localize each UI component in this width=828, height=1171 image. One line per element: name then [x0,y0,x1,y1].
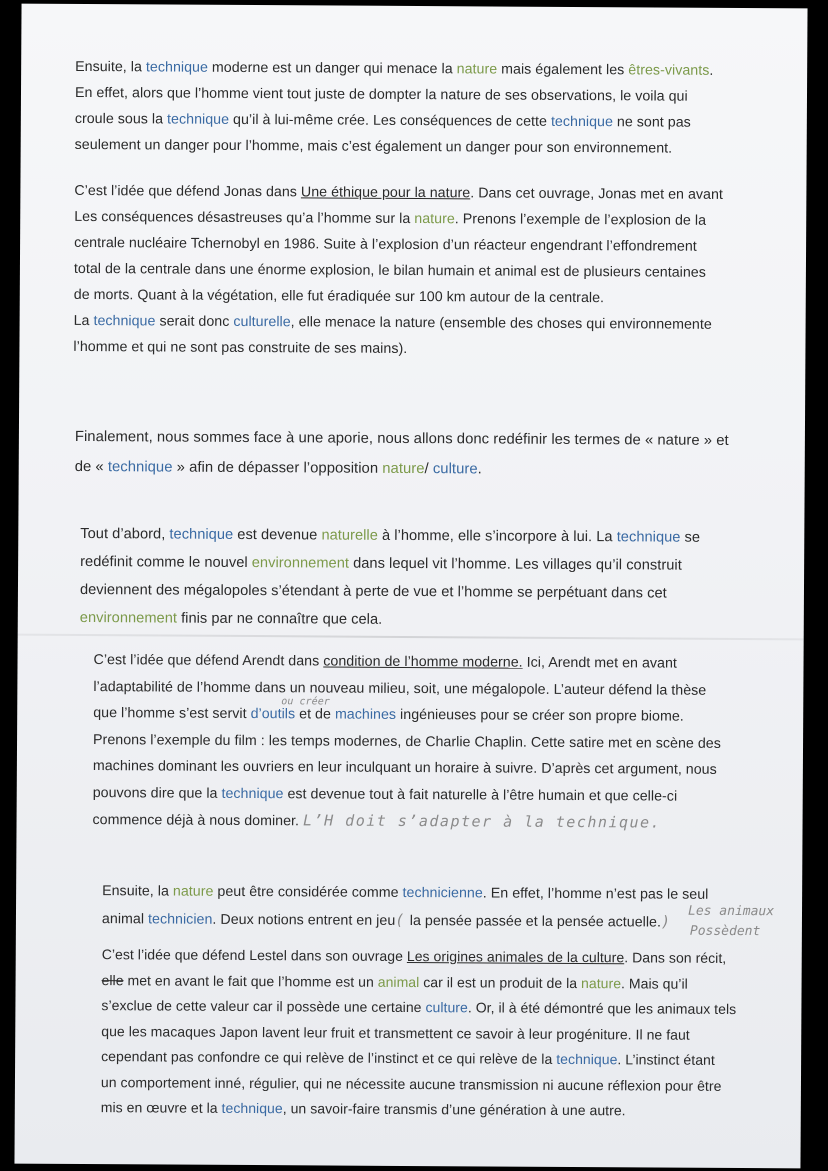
text-line: centrale nucléaire Tchernobyl en 1986. Suite à l’explosion d’un réacteur engendrant l’effondrement [74,234,697,255]
struck-word: elle [101,971,124,988]
text-line: l’adaptabilité de l’homme dans un nouveau milieu, soit, une mégalopole. L’auteur défend la thèse [93,678,707,699]
text-line: commence déjà à nous dominer. L’H doit s’adapter à la technique. [92,811,662,832]
book-title: Une éthique pour la nature [300,184,471,202]
text-line: Tout d’abord, technique est devenue naturelle à l’homme, elle s’incorpore à lui. La technique se [80,525,701,546]
text-line: Ensuite, la technique moderne est un danger qui menace la nature mais également les êtres-vivants. [75,58,714,79]
text-line: C’est l’idée que défend Arendt dans condition de l’homme moderne. Ici, Arendt met en avant [93,652,677,672]
text-line: machines dominant les ouvriers en leur inculquant un horaire à suivre. D’après cet argument, nous [92,758,717,778]
text-line: total de la centrale dans une énorme explosion, le bilan humain et animal est de plusieurs centaines [73,260,706,281]
text-line: environnement finis par ne connaître que cela. [79,609,383,628]
paragraph-4 [80,520,700,636]
handwritten-note: L’H doit s’adapter à la technique. [303,811,662,832]
text-line: mis en œuvre et la technique, un savoir-faire transmis d’une génération à une autre. [100,1099,626,1119]
text-line: un comportement inné, régulier, qui ne nécessite aucune transmission ni aucune réflexion pour être [100,1073,722,1094]
text-line: s’exclue de cette valeur car il possède une certaine culture. Or, il à été démontré que les animaux tels [101,997,737,1017]
book-title: Les origines animales de la culture [406,947,625,966]
paragraph-7 [101,942,737,1124]
text-line: que les macaques Japon lavent leur fruit et transmettent ce savoir à leur progéniture. Il ne faut [101,1022,690,1043]
text-line: Ensuite, la nature peut être considérée comme technicienne. En effet, l’homme n’est pas le seul [102,883,709,903]
text-line: redéfinit comme le nouvel environnement dans lequel vit l’homme. Les villages qu’il construit [80,553,682,574]
text-line: C’est l’idée que défend Lestel dans son ouvrage Les origines animales de la culture. Dans son récit, [101,946,727,966]
paragraph-6 [102,878,709,937]
handwritten-insert: ou créer [281,696,330,708]
handwritten-margin-note: Les animaux Possèdent [687,903,775,940]
paragraph-1 [75,54,714,162]
text-line: elle met en avant le fait que l’homme est un animal car il est un produit de la nature. Mais qu’il [101,971,688,992]
book-title: condition de l’homme moderne. [323,653,523,671]
text-line: seulement un danger pour l’homme, mais c’est également un danger pour son environnement. [74,136,673,157]
text-line: Les conséquences désastreuses qu’a l’homme sur la nature. Prenons l’exemple de l’explosion de la [74,208,707,229]
text-line: deviennent des mégalopoles s’étendant à perte de vue et l’homme se perpétuant dans cet [79,581,667,602]
text-line: Finalement, nous sommes face à une aporie, nous allons donc redéfinir les termes de « nature » et [74,428,729,449]
text-line: de « technique » afin de dépasser l’opposition nature/ culture. [74,458,482,478]
text-line: La technique serait donc culturelle, elle menace la nature (ensemble des choses qui environnemente [73,312,712,333]
text-line: Prenons l’exemple du film : les temps modernes, de Charlie Chaplin. Cette satire met en scène des [93,731,721,752]
text-line: pouvons dire que la technique est devenue tout à fait naturelle à l’être humain et que celle-ci [92,784,678,805]
paragraph-5 [92,647,721,837]
text-line: croule sous la technique qu’il à lui-même crée. Les conséquences de cette technique ne sont pas [74,110,691,131]
text-line: animal technicien. Deux notions entrent en jeu( la pensée passée et la pensée actuelle.) [101,910,672,931]
text-line: C’est l’idée que défend Jonas dans Une éthique pour la nature. Dans cet ouvrage, Jonas met en avant [74,182,724,203]
text-line: En effet, alors que l’homme vient tout juste de dompter la nature de ses observations, le voila qui [74,84,688,105]
text-line: que l’homme s’est servit d’outils et de machines ingénieuses pour se créer son propre biome. ou créer [93,700,721,730]
text-line: de morts. Quant à la végétation, elle fut éradiquée sur 100 km autour de la centrale. [73,286,605,307]
scanned-page [14,4,807,1169]
paragraph-3 [75,422,729,486]
text-line: cependant pas confondre ce qui relève de l’instinct et ce qui relève de la technique. L’instinct étant [101,1048,715,1068]
text-line: l’homme et qui ne sont pas construite de ses mains). [73,338,408,357]
paragraph-2 [73,178,723,364]
